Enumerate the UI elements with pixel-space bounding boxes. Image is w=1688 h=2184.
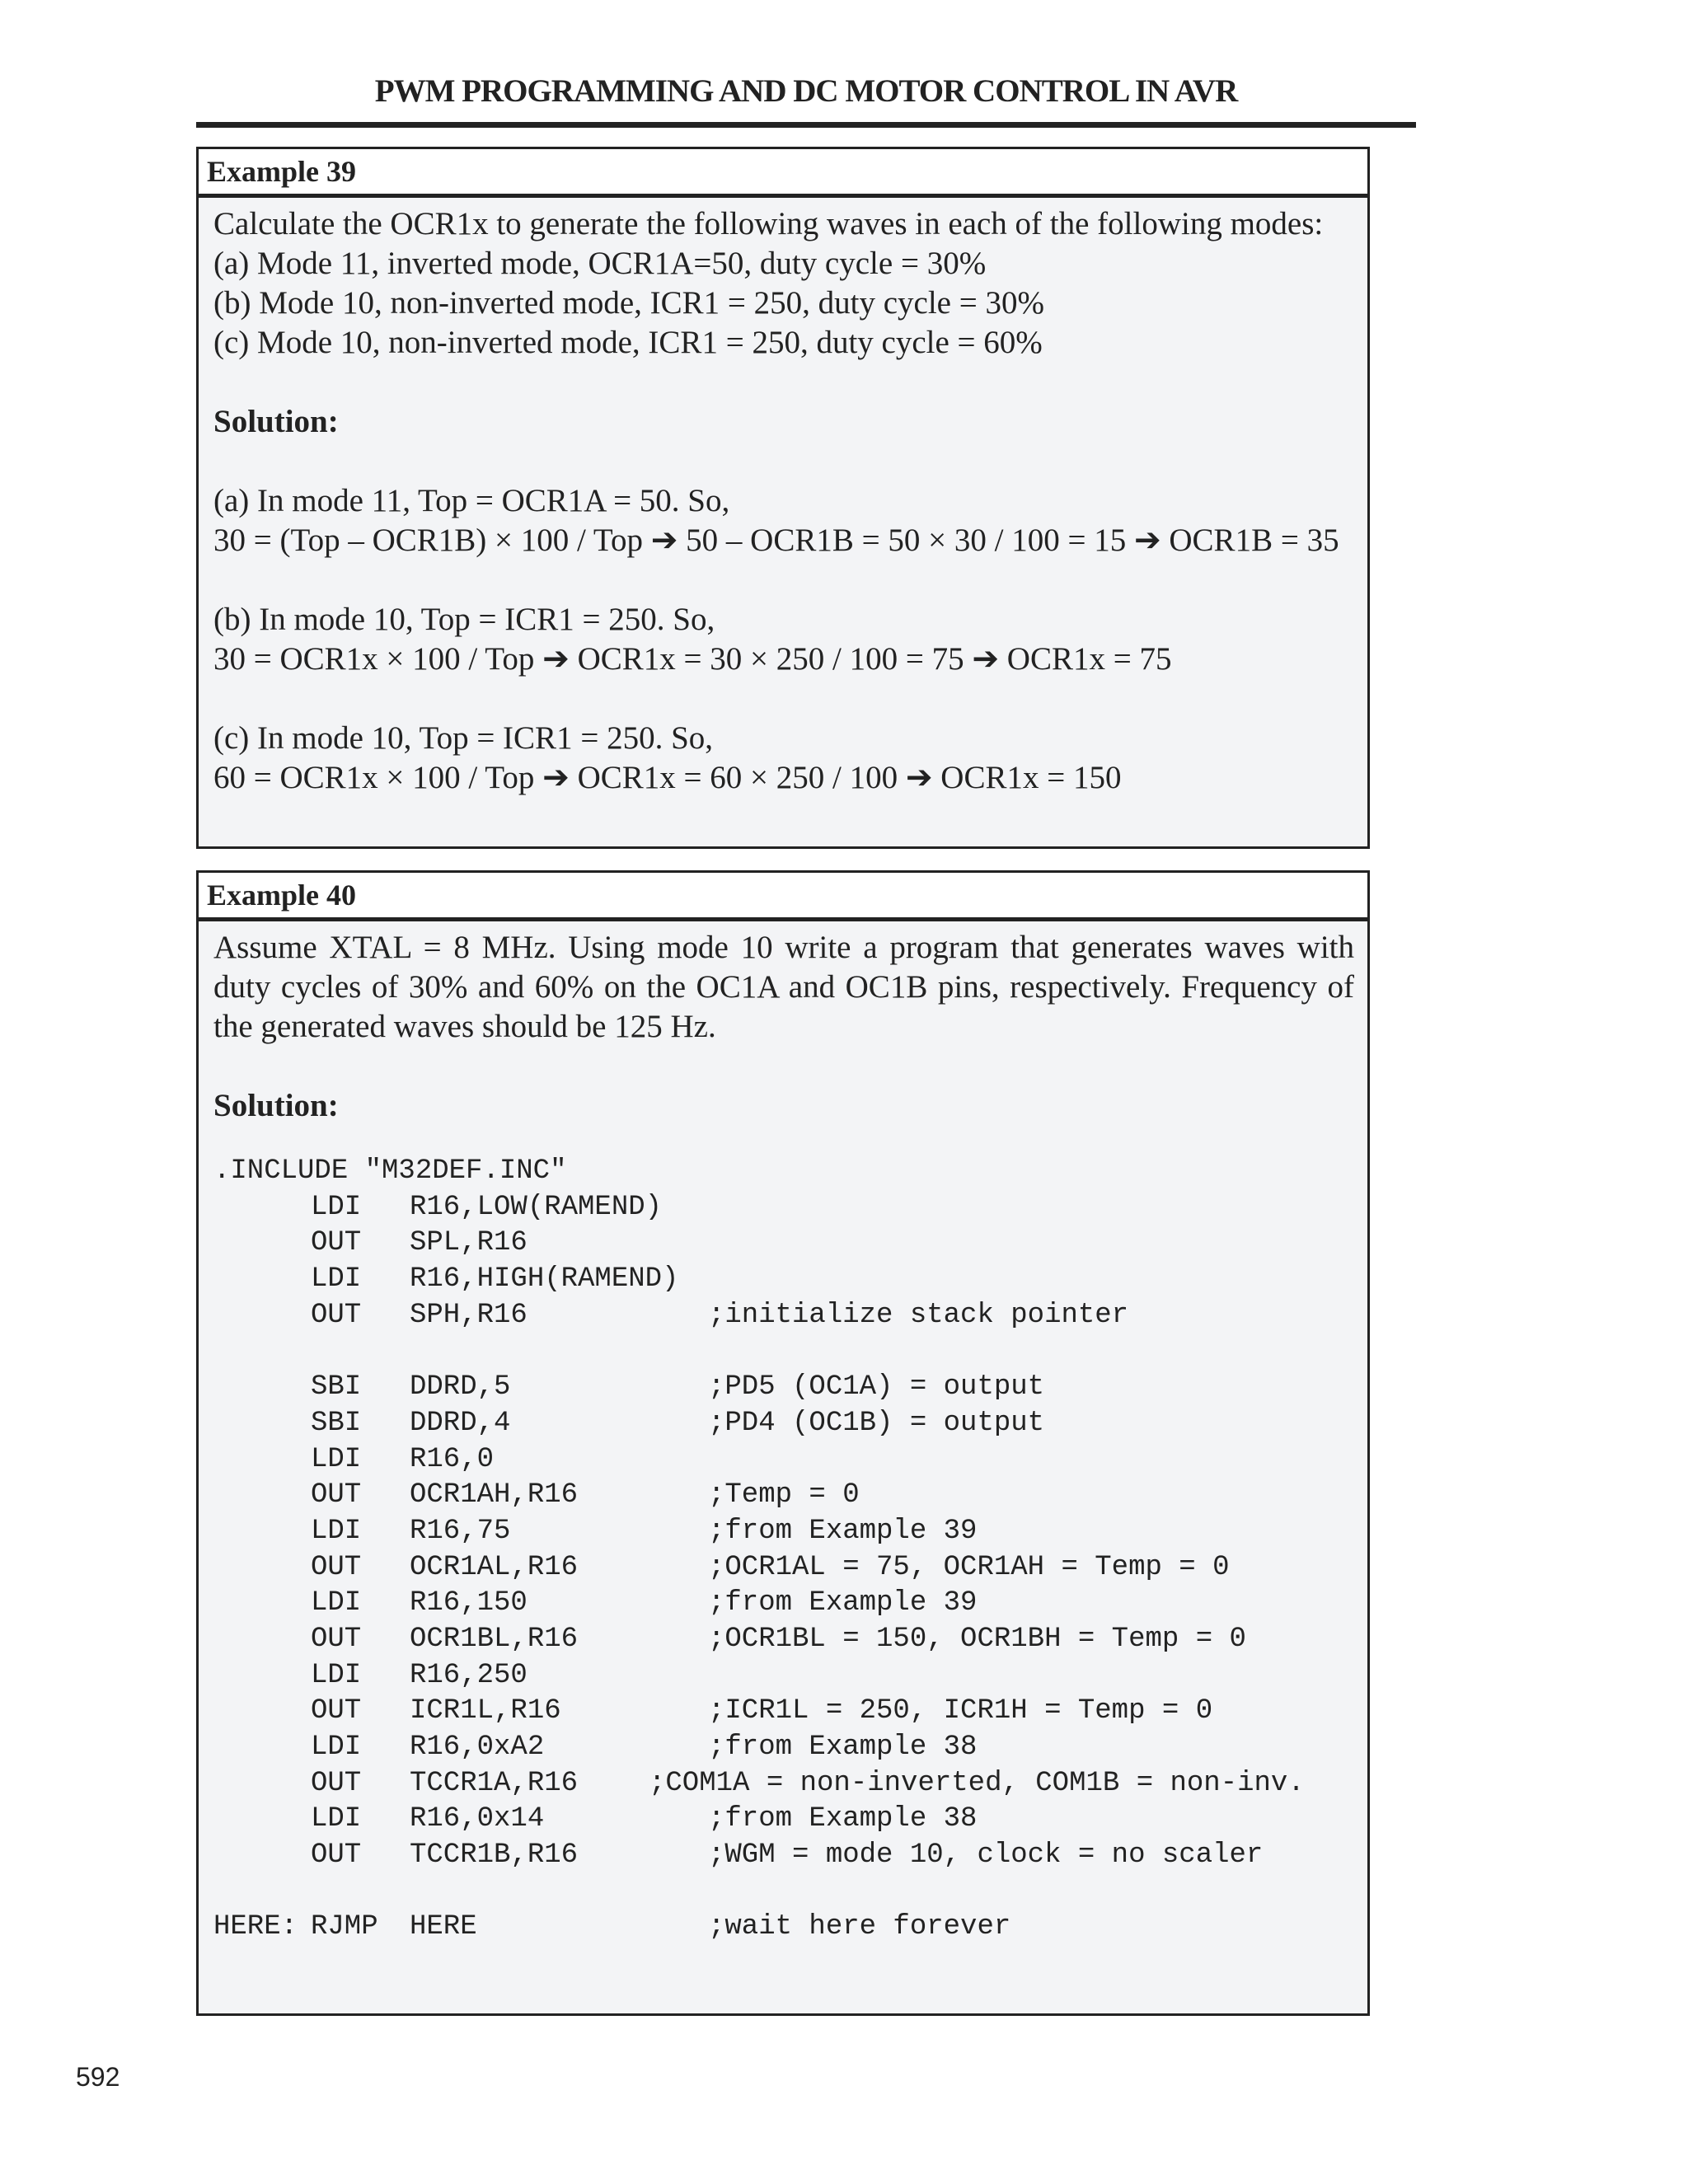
solution-label: Solution: — [213, 404, 339, 439]
code-op: LDI — [311, 1587, 362, 1619]
code-line — [213, 1694, 1354, 1730]
code-line — [213, 1370, 1354, 1406]
code-line — [213, 1730, 1354, 1766]
code-args: R16,75 — [410, 1515, 511, 1547]
code-blank-line — [213, 1874, 1354, 1910]
code-op: LDI — [311, 1443, 362, 1475]
code-line — [213, 1766, 1354, 1802]
code-args: R16,250 — [410, 1659, 528, 1691]
solution-a-calc: 30 = (Top – OCR1B) × 100 / Top ➔ 50 – OCR1B = 50 × 30 / 100 = 15 ➔ OCR1B = 35 — [213, 523, 1339, 558]
code-line — [213, 1838, 1354, 1874]
code-args: TCCR1B,R16 — [410, 1840, 579, 1872]
problem-statement: Calculate the OCR1x to generate the following waves in each of the following modes: — [213, 206, 1324, 241]
code-line — [213, 1514, 1354, 1550]
code-line — [213, 1478, 1354, 1514]
code-comment: ;initialize stack pointer — [708, 1299, 1129, 1331]
code-comment: ;from Example 39 — [708, 1515, 978, 1547]
page-header: PWM PROGRAMMING AND DC MOTOR CONTROL IN AVR — [374, 73, 1238, 109]
code-op: OUT — [311, 1695, 362, 1727]
code-line — [213, 1910, 1354, 1946]
code-label — [213, 1838, 311, 1874]
code-label — [213, 1586, 311, 1622]
code-op: OUT — [311, 1551, 362, 1583]
code-args: DDRD,4 — [410, 1407, 511, 1439]
code-comment: ;OCR1BL = 150, OCR1BH = Temp = 0 — [708, 1623, 1246, 1655]
code-block-stack-init — [213, 1190, 1354, 1334]
code-line — [213, 1298, 1354, 1334]
code-op: OUT — [311, 1227, 362, 1259]
code-comment: ;PD5 (OC1A) = output — [708, 1371, 1045, 1404]
code-listing — [213, 1154, 1354, 1946]
example-40-body — [199, 921, 1367, 1946]
example-39-title: Example 39 — [199, 149, 1367, 198]
code-op: OUT — [311, 1479, 362, 1511]
code-args: R16,HIGH(RAMEND) — [410, 1263, 679, 1296]
code-op: LDI — [311, 1263, 362, 1296]
code-line — [213, 1586, 1354, 1622]
solution-c-intro: (c) In mode 10, Top = ICR1 = 250. So, — [213, 720, 714, 756]
code-line — [213, 1226, 1354, 1262]
solution-c-calc: 60 = OCR1x × 100 / Top ➔ OCR1x = 60 × 250 / 100 ➔ OCR1x = 150 — [213, 760, 1122, 795]
code-op: OUT — [311, 1767, 362, 1799]
code-blank-line — [213, 1333, 1354, 1370]
code-comment: ;wait here forever — [708, 1911, 1011, 1943]
code-args: ICR1L,R16 — [410, 1695, 561, 1727]
code-label — [213, 1298, 311, 1334]
example-40-description: Assume XTAL = 8 MHz. Using mode 10 write a program that generates waves with duty cycles of 30% and 60% on the OC1A and OC1B pins, respectively. Frequency of the generated waves should be 125 Hz. — [213, 930, 1354, 1044]
code-block-pwm-setup — [213, 1370, 1354, 1874]
code-line — [213, 1190, 1354, 1226]
code-line — [213, 1442, 1354, 1479]
code-comment: ;OCR1AL = 75, OCR1AH = Temp = 0 — [708, 1551, 1230, 1583]
code-label — [213, 1730, 311, 1766]
solution-a-intro: (a) In mode 11, Top = OCR1A = 50. So, — [213, 483, 730, 518]
code-comment: ;ICR1L = 250, ICR1H = Temp = 0 — [708, 1695, 1213, 1727]
example-39-body — [199, 198, 1367, 798]
code-label — [213, 1550, 311, 1586]
code-comment: ;from Example 38 — [708, 1803, 978, 1835]
code-op: LDI — [311, 1515, 362, 1547]
code-args: DDRD,5 — [410, 1371, 511, 1404]
code-label — [213, 1514, 311, 1550]
code-op: SBI — [311, 1371, 362, 1404]
code-label — [213, 1478, 311, 1514]
code-args: TCCR1A,R16 — [410, 1767, 579, 1799]
code-label: HERE: — [213, 1911, 298, 1943]
code-label — [213, 1226, 311, 1262]
code-op: OUT — [311, 1299, 362, 1331]
code-comment: ;PD4 (OC1B) = output — [708, 1407, 1045, 1439]
example-40-title: Example 40 — [199, 873, 1367, 921]
code-op: LDI — [311, 1659, 362, 1691]
code-args: SPL,R16 — [410, 1227, 528, 1259]
code-args: R16,0 — [410, 1443, 495, 1475]
problem-part-c: (c) Mode 10, non-inverted mode, ICR1 = 250, duty cycle = 60% — [213, 325, 1043, 360]
code-args: OCR1AH,R16 — [410, 1479, 579, 1511]
code-line — [213, 1622, 1354, 1658]
code-op: LDI — [311, 1191, 362, 1223]
code-args: OCR1AL,R16 — [410, 1551, 579, 1583]
code-args: R16,LOW(RAMEND) — [410, 1191, 663, 1223]
code-label — [213, 1766, 311, 1802]
header-rule — [196, 122, 1416, 128]
code-comment: ;Temp = 0 — [708, 1479, 860, 1511]
code-comment: ;from Example 38 — [708, 1732, 978, 1763]
code-label — [213, 1370, 311, 1406]
code-label — [213, 1622, 311, 1658]
code-op: SBI — [311, 1407, 362, 1439]
code-include: .INCLUDE "M32DEF.INC" — [213, 1155, 567, 1187]
code-args: R16,150 — [410, 1587, 528, 1619]
code-args: OCR1BL,R16 — [410, 1623, 579, 1655]
code-comment: ;from Example 39 — [708, 1587, 978, 1619]
code-label — [213, 1262, 311, 1298]
code-op: LDI — [311, 1732, 362, 1763]
code-line — [213, 1658, 1354, 1694]
code-op: LDI — [311, 1803, 362, 1835]
page-number: 592 — [76, 2062, 120, 2092]
code-label — [213, 1442, 311, 1479]
code-label — [213, 1658, 311, 1694]
code-comment: ;WGM = mode 10, clock = no scaler — [708, 1840, 1264, 1872]
code-comment: ;COM1A = non-inverted, COM1B = non-inv. — [649, 1767, 1305, 1799]
code-label — [213, 1190, 311, 1226]
solution-b-calc: 30 = OCR1x × 100 / Top ➔ OCR1x = 30 × 250 / 100 = 75 ➔ OCR1x = 75 — [213, 641, 1172, 677]
example-40-box — [196, 870, 1370, 2016]
problem-part-b: (b) Mode 10, non-inverted mode, ICR1 = 250, duty cycle = 30% — [213, 285, 1044, 321]
code-args: R16,0x14 — [410, 1803, 545, 1835]
code-label — [213, 1802, 311, 1838]
code-label — [213, 1694, 311, 1730]
code-line — [213, 1802, 1354, 1838]
code-op: OUT — [311, 1840, 362, 1872]
code-args: R16,0xA2 — [410, 1732, 545, 1763]
code-op: RJMP — [311, 1911, 378, 1943]
problem-part-a: (a) Mode 11, inverted mode, OCR1A=50, duty cycle = 30% — [213, 246, 987, 281]
code-args: SPH,R16 — [410, 1299, 528, 1331]
code-op: OUT — [311, 1623, 362, 1655]
code-args: HERE — [410, 1911, 477, 1943]
solution-b-intro: (b) In mode 10, Top = ICR1 = 250. So, — [213, 602, 715, 637]
code-line — [213, 1550, 1354, 1586]
solution-label: Solution: — [213, 1088, 339, 1123]
code-line — [213, 1406, 1354, 1442]
code-line — [213, 1262, 1354, 1298]
example-39-box — [196, 147, 1370, 849]
code-label — [213, 1406, 311, 1442]
